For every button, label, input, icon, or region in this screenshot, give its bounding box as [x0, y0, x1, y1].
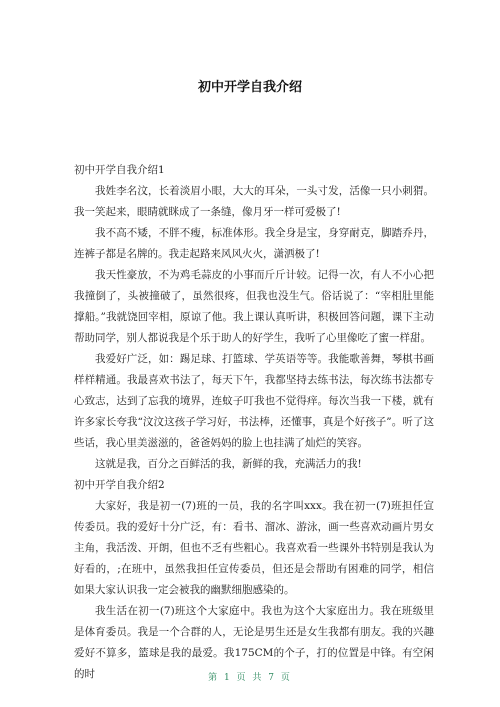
- page-number-footer: 第 1 页 共 7 页: [208, 673, 292, 683]
- document-body: [74, 160, 434, 685]
- paragraph: 我姓李名汶，长着淡眉小眼，大大的耳朵，一头寸发，活像一只小刺猬。我一笑起来，眼睛就眯成了一条缝，像月牙一样可爱极了!: [74, 185, 434, 218]
- section-heading: 初中开学自我介绍2: [74, 479, 165, 491]
- paragraph: 我生活在初一(7)班这个大家庭中。我也为这个大家庭出力。我在班级里是体育委员。我是一个合群的人，无论是男生还是女生我都有朋友。我的兴趣爱好不算多，篮球是我的最爱。我175CM的个子，打的位置是中锋。有空闲的时: [74, 605, 434, 680]
- paragraph: 这就是我，百分之百鲜活的我，新鲜的我，充满活力的我!: [95, 458, 362, 470]
- paragraph: 我天性豪放，不为鸡毛蒜皮的小事而斤斤计较。记得一次，有人不小心把我撞倒了，头被撞破了，虽然很疼，但我也没生气。俗话说了：“宰相肚里能撑船。”我就饶回宰相，原谅了他。我上课认真听讲，积极回答问题，课下主动帮助同学，别人都说我是个乐于助人的好学生，我听了心里像吃了蜜一样甜。: [74, 269, 434, 344]
- paragraph: 我爱好广泛，如：踢足球、打篮球、学英语等等。我能歌善舞，琴棋书画样样精通。我最喜欢书法了，每天下午，我都坚持去练书法，每次练书法都专心致志，达到了忘我的境界，连蚊子叮我也不觉得痒。每次当我一下楼，就有许多家长夸我“汶汶这孩子学习好，书法棒，还懂事，真是个好孩子”。听了这些话，我心里美滋滋的，爸爸妈妈的脸上也挂满了灿烂的笑容。: [74, 353, 434, 449]
- section-heading: 初中开学自我介绍1: [74, 164, 165, 176]
- paragraph: 我不高不矮，不胖不瘦，标准体形。我全身是宝，身穿耐克，脚踏乔丹，连裤子都是名牌的。我走起路来风风火火，潇洒极了!: [74, 227, 434, 260]
- paragraph: 大家好，我是初一(7)班的一员，我的名字叫xxx。我在初一(7)班担任宣传委员。我的爱好十分广泛，有：看书、溜冰、游泳，画一些喜欢动画片男女主角，我活泼、开朗，但也不乏有些粗心。我喜欢看一些课外书特别是我认为好看的，;在班中，虽然我担任宣传委员，但还是会帮助有困难的同学，相信如果大家认识我一定会被我的幽默细胞感染的。: [74, 500, 434, 596]
- document-title: 初中开学自我介绍: [197, 80, 302, 95]
